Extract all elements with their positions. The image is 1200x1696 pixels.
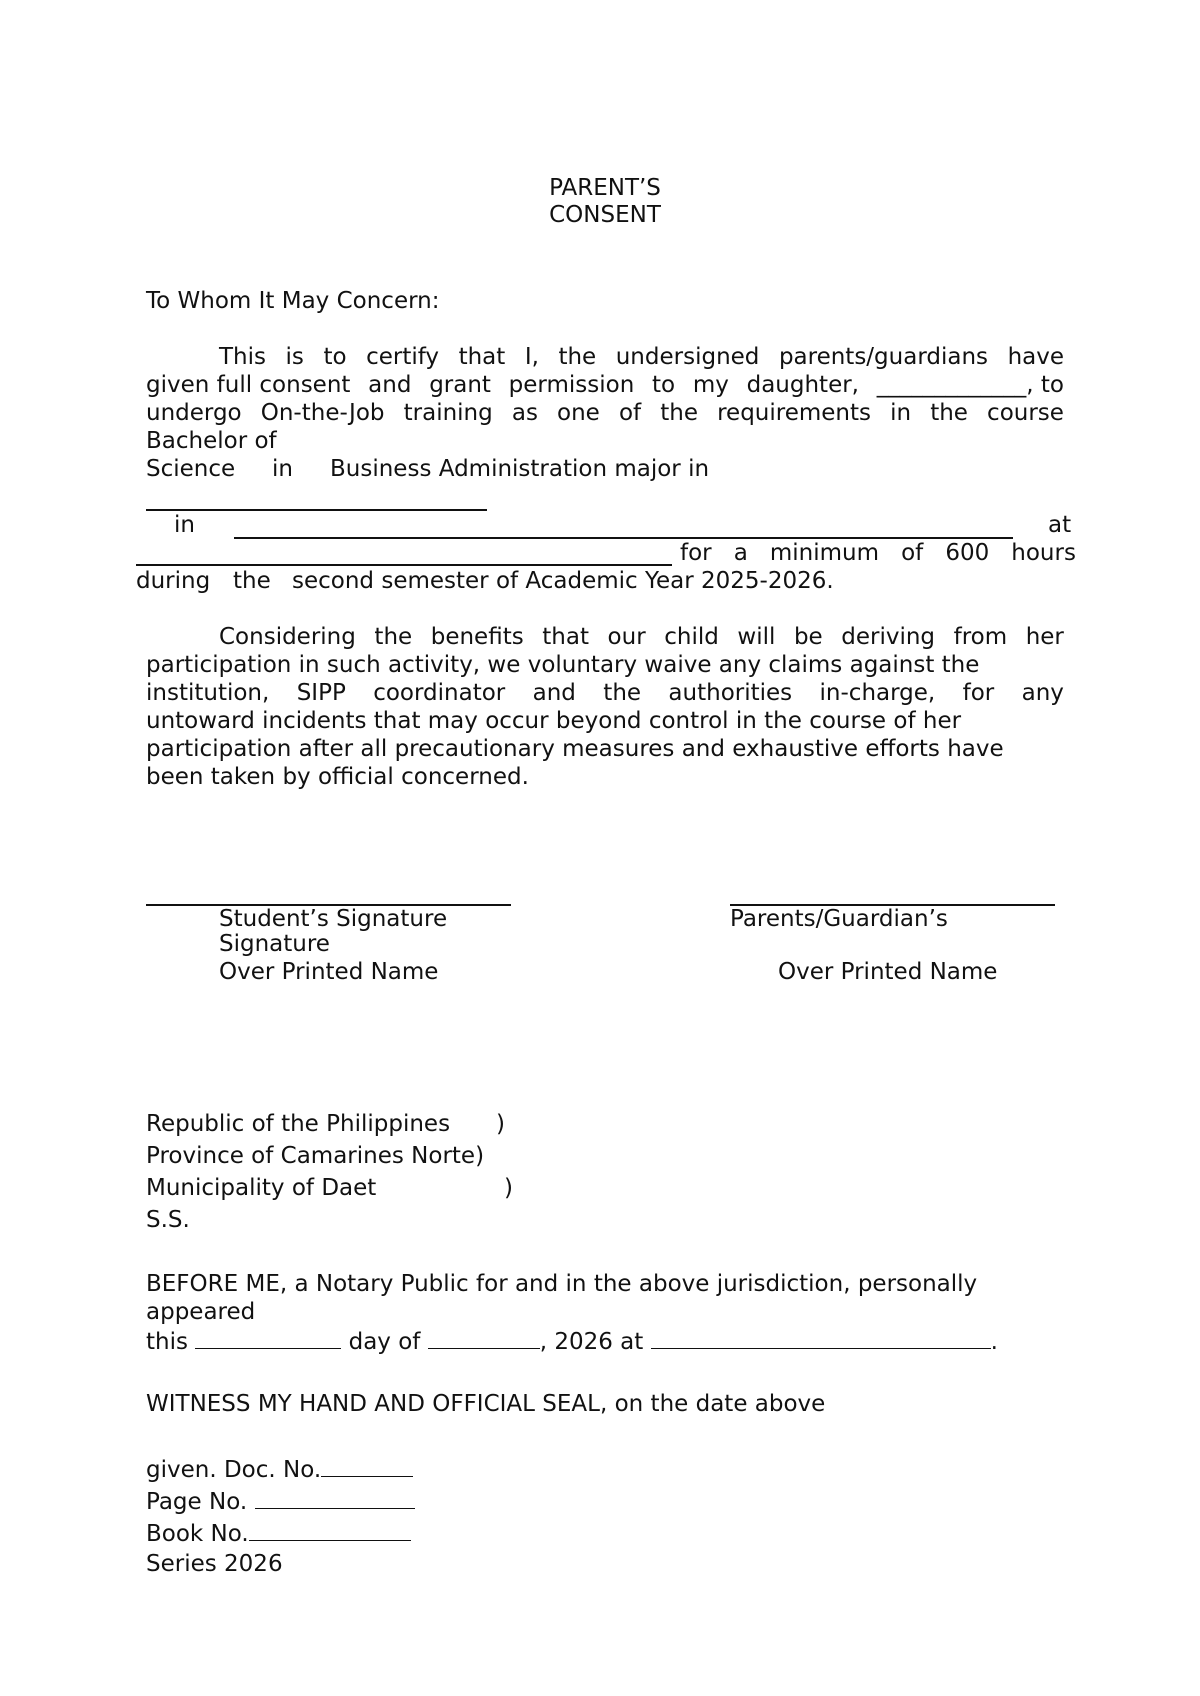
period: . <box>990 1329 998 1355</box>
paragraph-1-line-3 <box>146 399 1064 427</box>
justified-word: deriving <box>841 624 936 650</box>
doc-no-line <box>146 1454 413 1484</box>
book-no-blank[interactable] <box>249 1518 411 1541</box>
justified-word: requirements <box>717 400 871 426</box>
paragraph-1-line-7-at: at <box>1048 512 1072 538</box>
justified-word: is <box>285 344 304 370</box>
republic-paren: ) <box>496 1111 505 1137</box>
document-title-line-1: PARENT’S <box>549 175 661 201</box>
justified-word: daughter, <box>746 372 859 398</box>
paragraph-2-line-1 <box>219 623 1064 651</box>
justified-word: child <box>664 624 719 650</box>
justified-word: SIPP <box>296 680 346 706</box>
book-no-line <box>146 1518 411 1548</box>
page-no-blank[interactable] <box>255 1486 415 1509</box>
justified-word: of <box>901 540 924 566</box>
justified-word: the <box>930 400 968 426</box>
day-blank[interactable] <box>195 1326 341 1349</box>
justified-word: and <box>532 680 576 706</box>
doc-no-blank[interactable] <box>321 1454 413 1477</box>
justified-word: On-the-Job <box>260 400 385 426</box>
justified-word: grant <box>429 372 491 398</box>
justified-word: the <box>374 624 413 650</box>
justified-word: 600 <box>945 540 990 566</box>
justified-word: undersigned <box>615 344 760 370</box>
justified-word: certify <box>366 344 440 370</box>
justified-word: that <box>542 624 589 650</box>
justified-word: the <box>558 344 597 370</box>
justified-word: benefits <box>430 624 524 650</box>
salutation: To Whom It May Concern: <box>146 288 440 314</box>
justified-word: This <box>219 344 266 370</box>
place-blank[interactable] <box>651 1326 991 1349</box>
republic-line: Republic of the Philippines <box>146 1111 451 1137</box>
paragraph-1-line-9-the: the <box>233 568 271 594</box>
justified-word: undergo <box>146 400 242 426</box>
justified-word: in-charge, <box>819 680 936 706</box>
book-no-label: Book No. <box>146 1521 249 1547</box>
parent-signature-label: Parents/Guardian’s <box>730 906 948 932</box>
justified-word: have <box>1007 344 1064 370</box>
justified-word: _____________, to <box>876 372 1064 398</box>
municipality-line: Municipality of Daet <box>146 1175 377 1201</box>
justified-word: be <box>793 624 823 650</box>
justified-word: training <box>403 400 493 426</box>
justified-word: the <box>603 680 642 706</box>
justified-word: institution, <box>146 680 270 706</box>
month-blank[interactable] <box>428 1326 540 1349</box>
parent-printed-name-label: Over Printed Name <box>778 959 998 985</box>
page-no-label: Page No. <box>146 1489 248 1515</box>
justified-word: her <box>1025 624 1064 650</box>
justified-word: hours <box>1011 540 1076 566</box>
justified-word: for <box>680 540 712 566</box>
justified-word: in <box>890 400 912 426</box>
paragraph-2-line-6: been taken by official concerned. <box>146 764 529 790</box>
justified-word: one <box>557 400 600 426</box>
justified-word: given full consent <box>146 372 351 398</box>
ss-line: S.S. <box>146 1207 190 1233</box>
major-blank-line[interactable] <box>146 509 487 511</box>
justified-word: will <box>737 624 776 650</box>
justified-word: permission <box>508 372 635 398</box>
justified-word: I, <box>524 344 539 370</box>
justified-word: from <box>953 624 1008 650</box>
justified-word: and <box>368 372 412 398</box>
student-signature-label: Student’s Signature <box>219 906 448 932</box>
appeared-line: appeared <box>146 1299 256 1325</box>
location-blank-line[interactable] <box>136 564 672 566</box>
student-signature-label-2: Signature <box>219 931 330 957</box>
paragraph-2-line-4: untoward incidents that may occur beyond control in the course of her <box>146 708 962 734</box>
justified-word: as <box>511 400 538 426</box>
paragraph-1-line-7-in: in <box>174 512 195 538</box>
witness-line: WITNESS MY HAND AND OFFICIAL SEAL, on the date above <box>146 1391 826 1417</box>
page-no-line <box>146 1486 415 1516</box>
paragraph-2-line-2: participation in such activity, we voluntary waive any claims against the <box>146 652 980 678</box>
justified-word: our <box>607 624 646 650</box>
series-line: Series 2026 <box>146 1551 283 1577</box>
this-prefix: this <box>146 1329 188 1355</box>
province-line: Province of Camarines Norte) <box>146 1143 485 1169</box>
justified-word: coordinator <box>373 680 506 706</box>
document-title-line-2: CONSENT <box>549 202 661 228</box>
paragraph-1-line-5-major: Business Administration major in <box>330 456 710 482</box>
justified-word: my <box>692 372 729 398</box>
paragraph-1-line-5-in: in <box>272 456 293 482</box>
notary-date-line <box>146 1326 998 1356</box>
justified-word: minimum <box>769 540 880 566</box>
before-me-line: BEFORE ME, a Notary Public for and in the above jurisdiction, personally <box>146 1271 978 1297</box>
day-of-label: day of <box>348 1329 421 1355</box>
justified-word: authorities <box>668 680 793 706</box>
paragraph-1-line-9-during: during <box>136 568 211 594</box>
justified-word: a <box>733 540 748 566</box>
paragraph-1-line-4: Bachelor of <box>146 428 277 454</box>
year-at-label: , 2026 at <box>539 1329 644 1355</box>
paragraph-1-line-9-semester: second semester of Academic Year 2025-2026. <box>292 568 834 594</box>
paragraph-1-line-8 <box>680 539 1076 567</box>
municipality-paren: ) <box>504 1175 513 1201</box>
justified-word: parents/guardians <box>778 344 989 370</box>
paragraph-2-line-3 <box>146 679 1064 707</box>
justified-word: to <box>323 344 347 370</box>
paragraph-1-line-2 <box>146 371 1064 399</box>
student-printed-name-label: Over Printed Name <box>219 959 439 985</box>
paragraph-1-line-1 <box>219 343 1064 371</box>
paragraph-2-line-5: participation after all precautionary measures and exhaustive efforts have <box>146 736 1004 762</box>
justified-word: for <box>962 680 995 706</box>
justified-word: of <box>618 400 642 426</box>
justified-word: to <box>652 372 676 398</box>
doc-no-label: given. Doc. No. <box>146 1457 322 1483</box>
paragraph-1-line-5-science: Science <box>146 456 236 482</box>
justified-word: Considering <box>219 624 356 650</box>
justified-word: course <box>987 400 1064 426</box>
justified-word: any <box>1021 680 1064 706</box>
justified-word: that <box>458 344 506 370</box>
justified-word: the <box>660 400 698 426</box>
